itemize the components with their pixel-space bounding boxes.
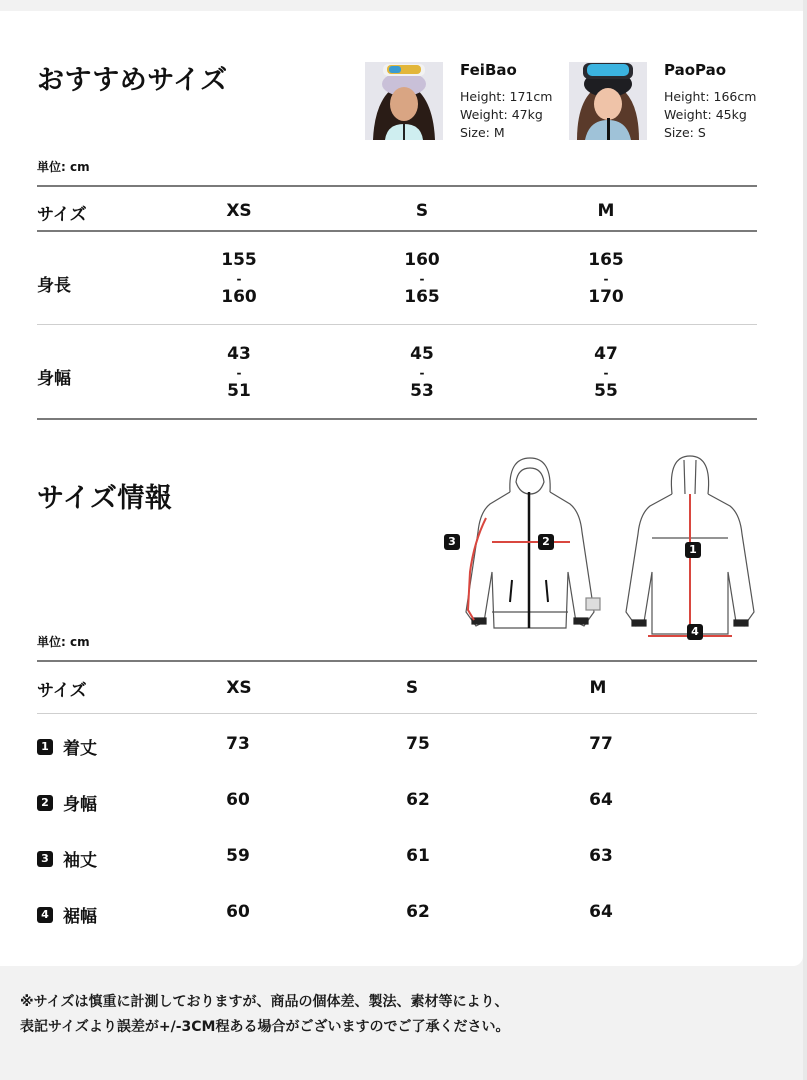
row-label-length: 1 着丈 — [37, 734, 97, 759]
header-m: M — [589, 678, 607, 698]
measure-badge-1: 1 — [37, 739, 53, 755]
scrollbar-track[interactable] — [803, 0, 807, 1080]
header-size-label: サイズ — [37, 681, 87, 701]
header-s: S — [415, 201, 429, 221]
length-m: 77 — [589, 734, 613, 754]
unit-label: 単位: cm — [37, 160, 90, 174]
measure-badge-3: 3 — [444, 534, 460, 550]
row-label-chest: 2 身幅 — [37, 790, 97, 815]
size-info-title: サイズ情報 — [37, 483, 173, 514]
sleeve-s: 61 — [406, 846, 430, 866]
model-name-feibao: FeiBao — [460, 61, 517, 79]
measure-badge-2: 2 — [37, 795, 53, 811]
row-label-sleeve: 3 袖丈 — [37, 846, 97, 871]
height-xs: 155 - 160 — [221, 250, 257, 307]
chest-s: 62 — [406, 790, 430, 810]
chest-s: 45 - 53 — [410, 344, 434, 401]
model-photo-paopao — [569, 62, 647, 140]
jacket-measurement-diagram — [440, 452, 760, 647]
header-divider — [37, 230, 757, 232]
table-top-divider — [37, 660, 757, 662]
unit-label: 単位: cm — [37, 635, 90, 649]
model-height: Height: 171cm — [460, 89, 553, 104]
chest-xs: 43 - 51 — [227, 344, 251, 401]
hem-xs: 60 — [226, 902, 250, 922]
note-line-2: 表記サイズより誤差が+/-3CM程ある場合がございますのでご了承ください。 — [20, 1019, 510, 1035]
model-size: Size: M — [460, 125, 505, 140]
table-bottom-divider — [37, 418, 757, 420]
chest-m: 64 — [589, 790, 613, 810]
hem-s: 62 — [406, 902, 430, 922]
header-xs: XS — [226, 678, 252, 698]
model-name-paopao: PaoPao — [664, 61, 727, 79]
sleeve-m: 63 — [589, 846, 613, 866]
height-m: 165 - 170 — [588, 250, 624, 307]
measure-badge-4: 4 — [37, 907, 53, 923]
model-size: Size: S — [664, 125, 706, 140]
row-label-hem: 4 裾幅 — [37, 902, 97, 927]
jacket-front-icon — [466, 458, 600, 628]
header-s: S — [405, 678, 419, 698]
model-photo-feibao — [365, 62, 443, 140]
sleeve-xs: 59 — [226, 846, 250, 866]
chest-xs: 60 — [226, 790, 250, 810]
measure-badge-2: 2 — [538, 534, 554, 550]
header-xs: XS — [226, 201, 252, 221]
length-s: 75 — [406, 734, 430, 754]
header-m: M — [597, 201, 615, 221]
header-divider — [37, 713, 757, 714]
size-disclaimer-note — [20, 990, 509, 1040]
hem-m: 64 — [589, 902, 613, 922]
length-xs: 73 — [226, 734, 250, 754]
height-s: 160 - 165 — [404, 250, 440, 307]
model-weight: Weight: 45kg — [664, 107, 747, 122]
model-info-feibao — [460, 88, 552, 142]
measure-badge-1: 1 — [685, 542, 701, 558]
chest-m: 47 - 55 — [594, 344, 618, 401]
recommended-size-title: おすすめサイズ — [37, 65, 228, 96]
measure-badge-3: 3 — [37, 851, 53, 867]
model-weight: Weight: 47kg — [460, 107, 543, 122]
note-line-1: ※サイズは慎重に計測しておりますが、商品の個体差、製法、素材等により、 — [20, 994, 509, 1010]
table-top-divider — [37, 185, 757, 187]
measure-badge-4: 4 — [687, 624, 703, 640]
row-divider — [37, 324, 757, 325]
row-label-chest: 身幅 — [37, 369, 71, 389]
row-label-height: 身長 — [37, 276, 71, 296]
model-height: Height: 166cm — [664, 89, 757, 104]
header-size-label: サイズ — [37, 205, 87, 225]
model-info-paopao — [664, 88, 756, 142]
